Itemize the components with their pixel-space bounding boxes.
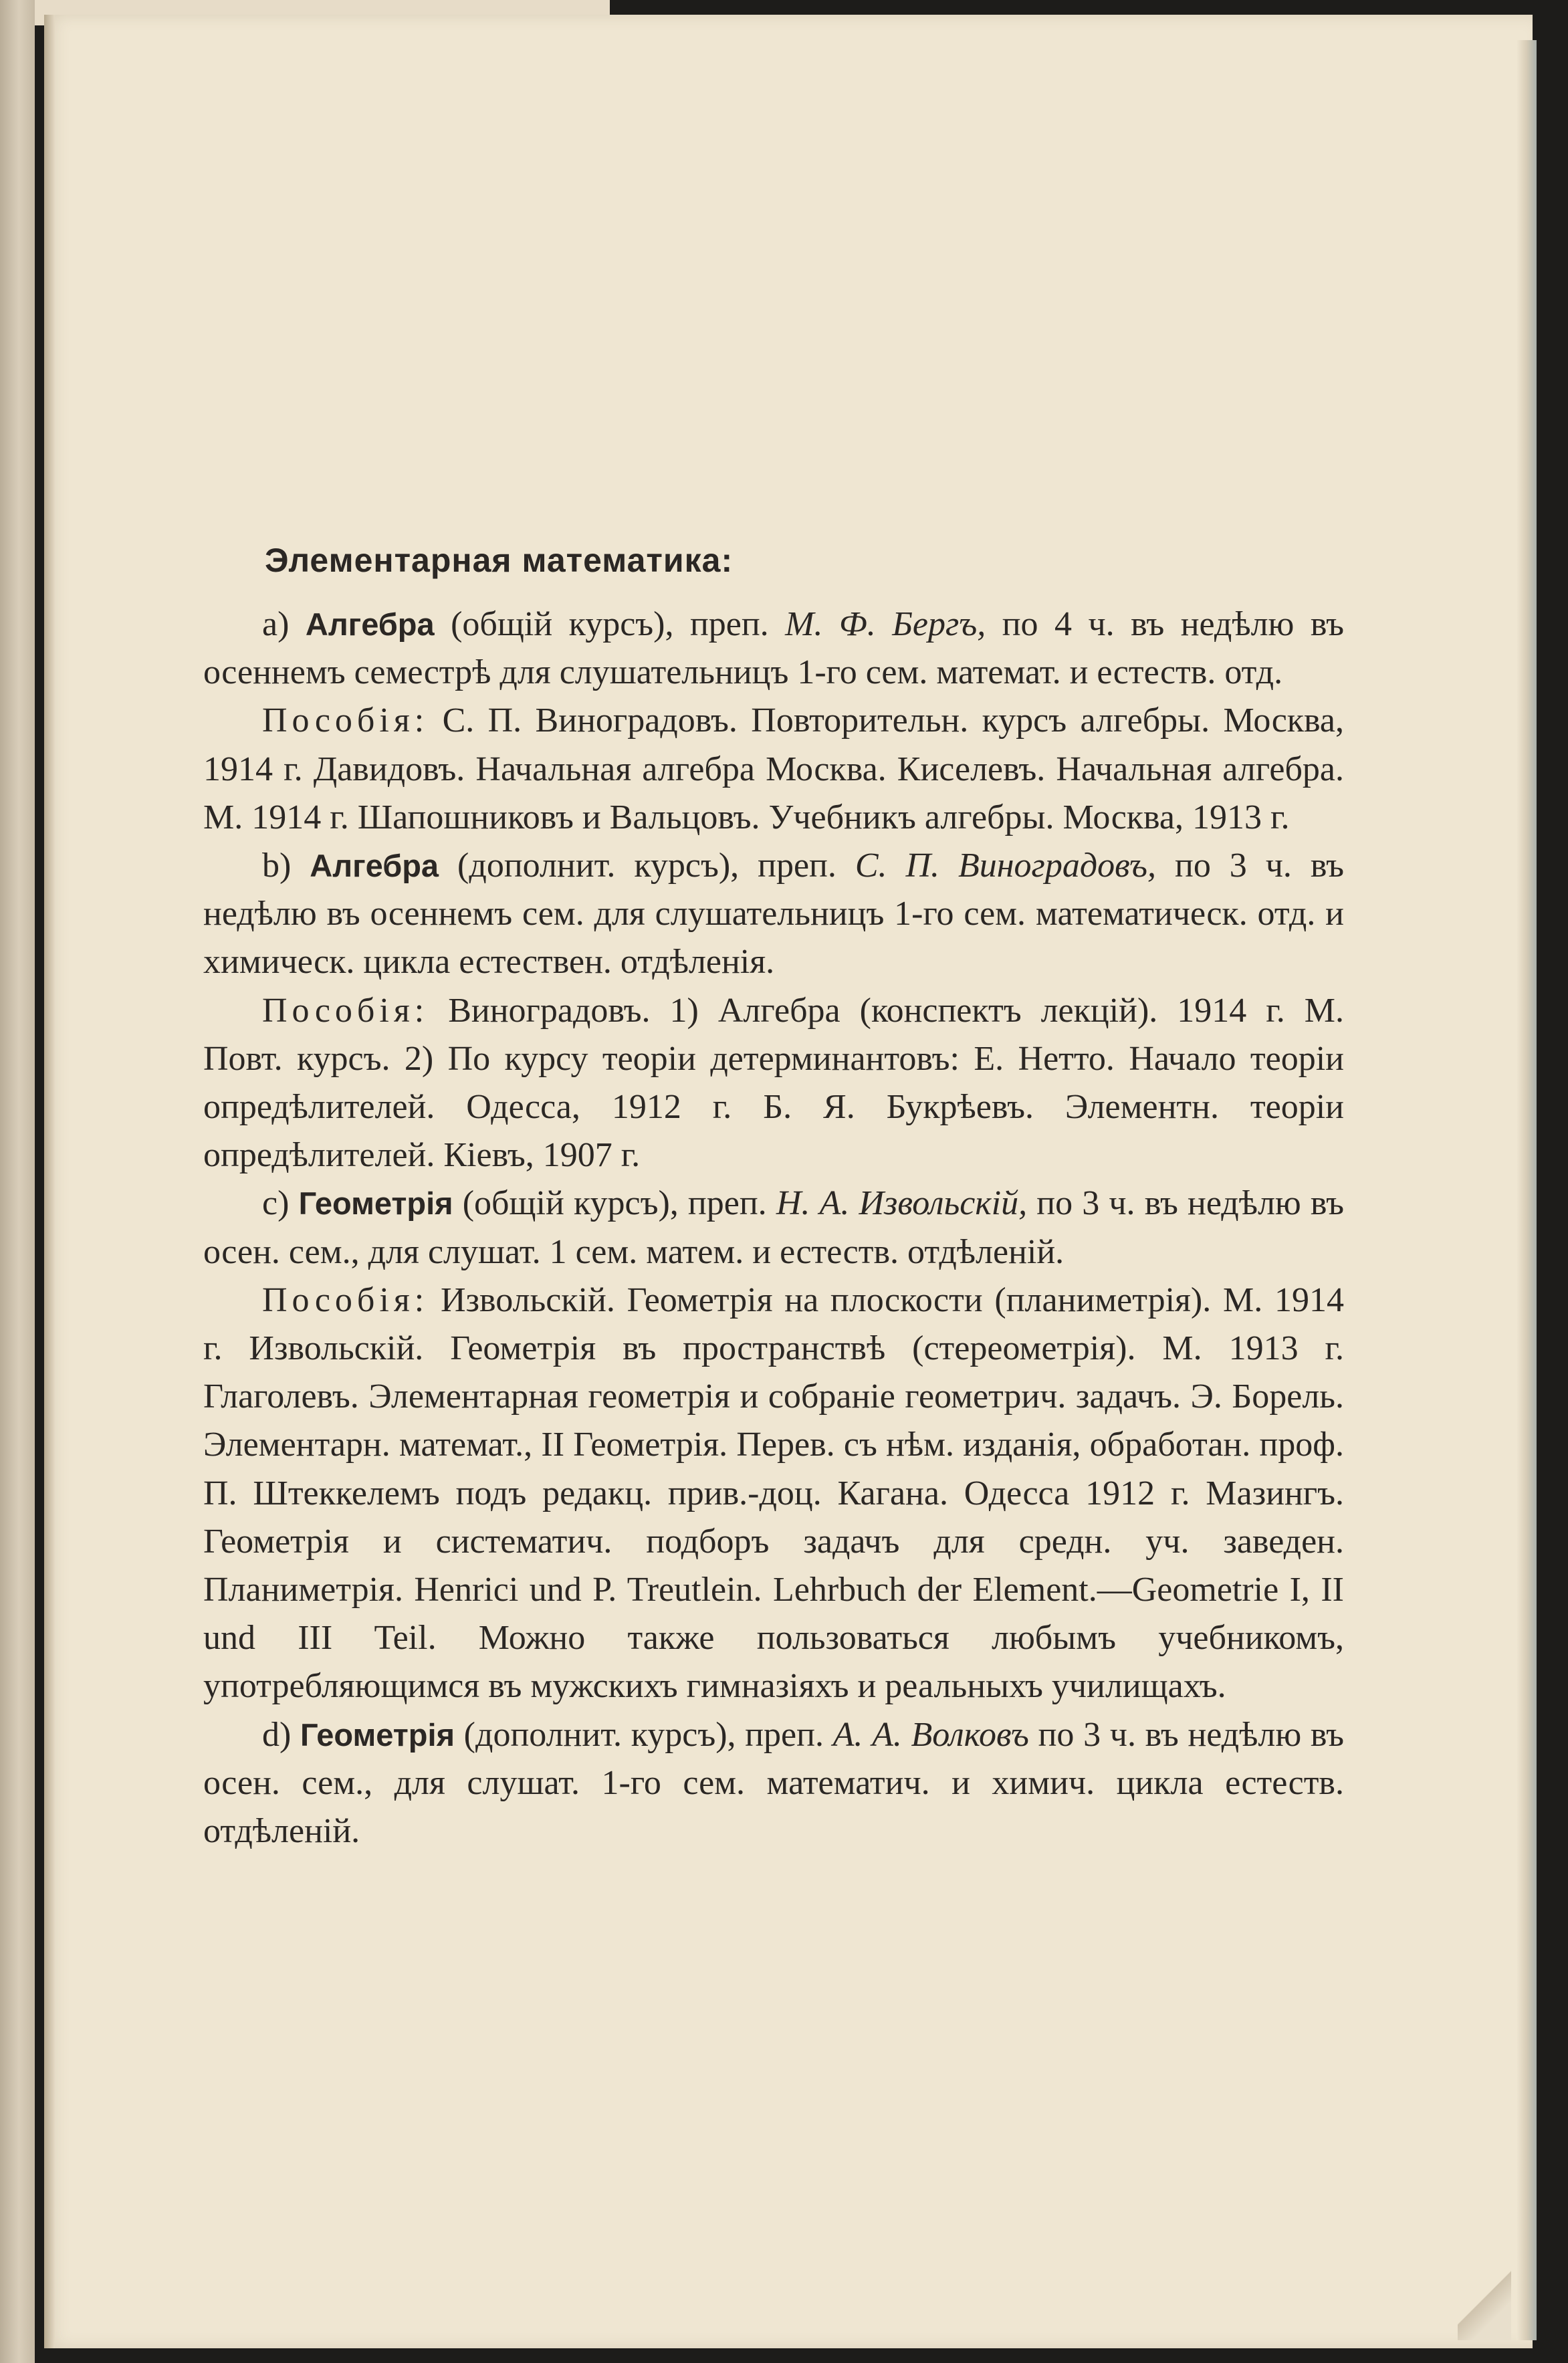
textbooks-b (203, 987, 1344, 1180)
item-label: d) (262, 1715, 292, 1754)
item-label: b) (262, 847, 292, 885)
course-b (203, 842, 1344, 987)
page-text (203, 536, 1344, 1855)
subject-name: Алгебра (305, 606, 435, 642)
subject-name: Геометрія (298, 1186, 453, 1222)
item-label: c) (262, 1184, 290, 1223)
course-info: (общій курсъ), преп. (434, 605, 786, 643)
course-a (203, 600, 1344, 697)
page-right-edge (1517, 40, 1537, 2340)
textbooks-label: Пособія: (262, 701, 429, 740)
textbooks-list: Извольскій. Геометрія на плоскости (планиметрія). М. 1914 г. Извольскій. Геометрія въ пространствѣ (стереометрія). М. 1913 г. Глаголевъ. Элементарная геометрія и собраніе геометрич. задачъ. Э. Борель. Элементарн. математ., II Геометрія. Перев. съ нѣм. изданія, обработан. проф. П. Штеккелемъ подъ редакц. прив.-доц. Кагана. Одесса 1912 г. Мазингъ. Геометрія и систематич. подборъ задачъ для средн. уч. заведен. Планиметрія. Henrici und P. Treutlein. Lehrbuch der Element.—Geometrie I, II und III Teil. Можно также пользоваться любымъ учебникомъ, употребляющимся въ мужскихъ гимназіяхъ и реальныхъ училищахъ. (203, 1280, 1344, 1706)
textbooks-c (203, 1276, 1344, 1711)
course-schedule: по 3 ч. въ недѣлю въ осен. сем., для слушат. 1 сем. матем. и естеств. отдѣленій. (203, 1184, 1345, 1271)
course-info: (дополнит. курсъ), преп. (455, 1715, 833, 1754)
textbooks-label: Пособія: (262, 1280, 429, 1319)
teacher-name: М. Ф. Бергъ, (785, 605, 986, 643)
page-folded-corner (1458, 2267, 1511, 2340)
course-schedule: по 3 ч. въ недѣлю въ осеннемъ сем. для слушательницъ 1-го сем. математическ. отд. и химическ. цикла естествен. отдѣленія. (203, 847, 1345, 982)
teacher-name: С. П. Виноградовъ, (855, 847, 1157, 885)
course-schedule: по 3 ч. въ недѣлю въ осен. сем., для слушат. 1-го сем. математич. и химич. цикла естеств. отдѣленій. (203, 1715, 1345, 1851)
course-info: (дополнит. курсъ), преп. (439, 847, 855, 885)
textbooks-list: Виноградовъ. 1) Алгебра (конспектъ лекцій). 1914 г. М. Повт. курсъ. 2) По курсу теоріи детерминантовъ: Е. Нетто. Начало теоріи опредѣлителей. Одесса, 1912 г. Б. Я. Букрѣевъ. Элементн. теоріи опредѣлителей. Кіевъ, 1907 г. (203, 991, 1344, 1175)
book-left-edge (0, 0, 35, 2363)
course-info: (общій курсъ), преп. (453, 1184, 776, 1223)
course-schedule: по 4 ч. въ недѣлю въ осеннемъ семестрѣ для слушательницъ 1-го сем. математ. и естеств. отд. (203, 605, 1345, 692)
subject-name: Геометрія (300, 1716, 455, 1753)
textbooks-a (203, 697, 1344, 842)
course-c (203, 1179, 1344, 1276)
textbooks-label: Пособія: (262, 991, 429, 1030)
textbooks-list: С. П. Виноградовъ. Повторительн. курсъ алгебры. Москва, 1914 г. Давидовъ. Начальная алгебра Москва. Киселевъ. Начальная алгебра. М. 1914 г. Шапошниковъ и Вальцовъ. Учебникъ алгебры. Москва, 1913 г. (203, 701, 1344, 836)
teacher-name: Н. А. Извольскій, (776, 1184, 1028, 1223)
course-d (203, 1711, 1344, 1856)
item-label: a) (262, 605, 290, 643)
teacher-name: А. А. Волковъ (832, 1715, 1029, 1754)
page-spine-shadow (44, 15, 55, 2348)
subject-name: Алгебра (310, 848, 439, 884)
section-heading: Элементарная математика: (265, 542, 734, 579)
